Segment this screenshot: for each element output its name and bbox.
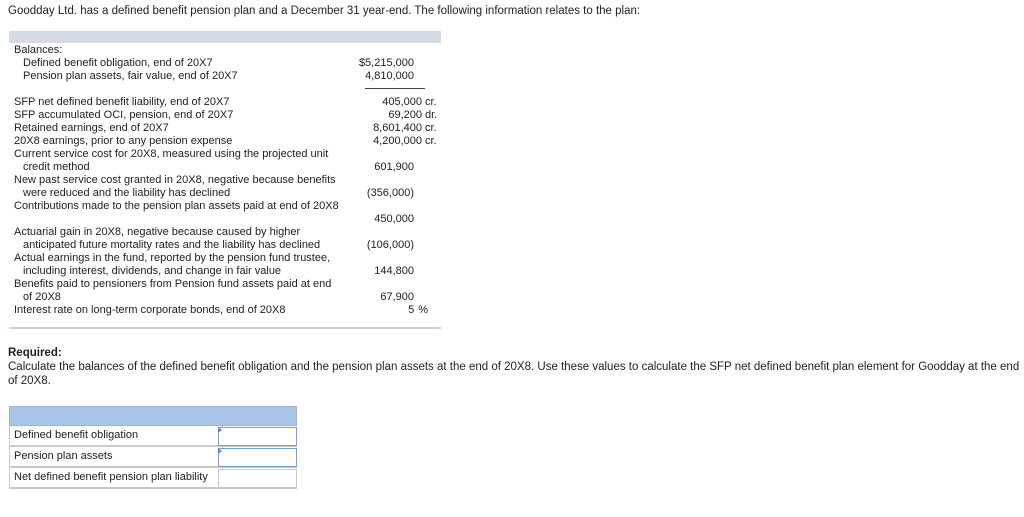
item-value: 67,900 [380, 291, 414, 303]
balance-label: Defined benefit obligation, end of 20X7 [23, 57, 213, 69]
item-value: 405,000 cr. [382, 96, 437, 108]
balance-value: 4,810,000 [365, 70, 414, 82]
item-value: 144,800 [374, 265, 414, 277]
item-label: New past service cost granted in 20X8, negative because benefits were reduced and the liability has declined [14, 174, 336, 199]
table-row [9, 468, 297, 489]
item-label: Interest rate on long-term corporate bonds, end of 20X8 [14, 304, 286, 316]
required-title: Required: [8, 347, 62, 359]
required-text: Calculate the balances of the defined benefit obligation and the pension plan assets at the end of 20X8. Use these values to calculate the SFP net defined benefit plan element for Goodday at the end of 20X8. [8, 361, 1020, 387]
plan-info-table [9, 31, 441, 329]
item-value: 4,200,000 cr. [373, 135, 437, 147]
item-label: Actuarial gain in 20X8, negative because caused by higher anticipated future mortality rates and the liability has declined [14, 226, 321, 251]
item-value: 5 % [408, 304, 428, 316]
item-label: 20X8 earnings, prior to any pension expense [14, 135, 233, 147]
answer-table [9, 406, 297, 489]
balance-label: Pension plan assets, fair value, end of 20X7 [23, 70, 238, 82]
item-value: 8,601,400 cr. [373, 122, 437, 134]
table-row [9, 426, 297, 447]
item-label: Retained earnings, end of 20X7 [14, 122, 169, 134]
item-label: Actual earnings in the fund, reported by the pension fund trustee, including interest, dividends, and change in fair value [14, 252, 331, 277]
intro-text: Goodday Ltd. has a defined benefit pension plan and a December 31 year-end. The following information relates to the plan: [8, 5, 641, 17]
balance-value: $5,215,000 [358, 57, 414, 69]
item-value: 450,000 [374, 213, 414, 225]
answer-table-header [9, 406, 297, 426]
item-value: (106,000) [366, 239, 414, 251]
item-value: (356,000) [366, 187, 414, 199]
item-label: Current service cost for 20X8, measured using the projected unit credit method [14, 148, 329, 173]
answer-label: Pension plan assets [9, 447, 223, 467]
pension-plan-assets-input[interactable] [218, 448, 297, 467]
item-label: Contributions made to the pension plan assets paid at end of 20X8 [14, 200, 339, 212]
item-value: 69,200 dr. [388, 109, 438, 121]
item-label: SFP accumulated OCI, pension, end of 20X7 [14, 109, 234, 121]
item-label: Benefits paid to pensioners from Pension fund assets paid at end of 20X8 [14, 278, 332, 303]
item-value: 601,900 [374, 161, 414, 173]
table-header-bar [9, 31, 441, 43]
table-row [9, 447, 297, 468]
input-marker-icon [218, 448, 222, 454]
balances-label: Balances: [14, 44, 63, 56]
total-rule [365, 88, 425, 89]
item-label: SFP net defined benefit liability, end of 20X7 [14, 96, 230, 108]
input-marker-icon [218, 427, 222, 433]
answer-label: Defined benefit obligation [9, 426, 223, 446]
defined-benefit-obligation-input[interactable] [218, 427, 297, 446]
answer-label: Net defined benefit pension plan liability [9, 468, 223, 488]
net-liability-cell [218, 469, 297, 488]
